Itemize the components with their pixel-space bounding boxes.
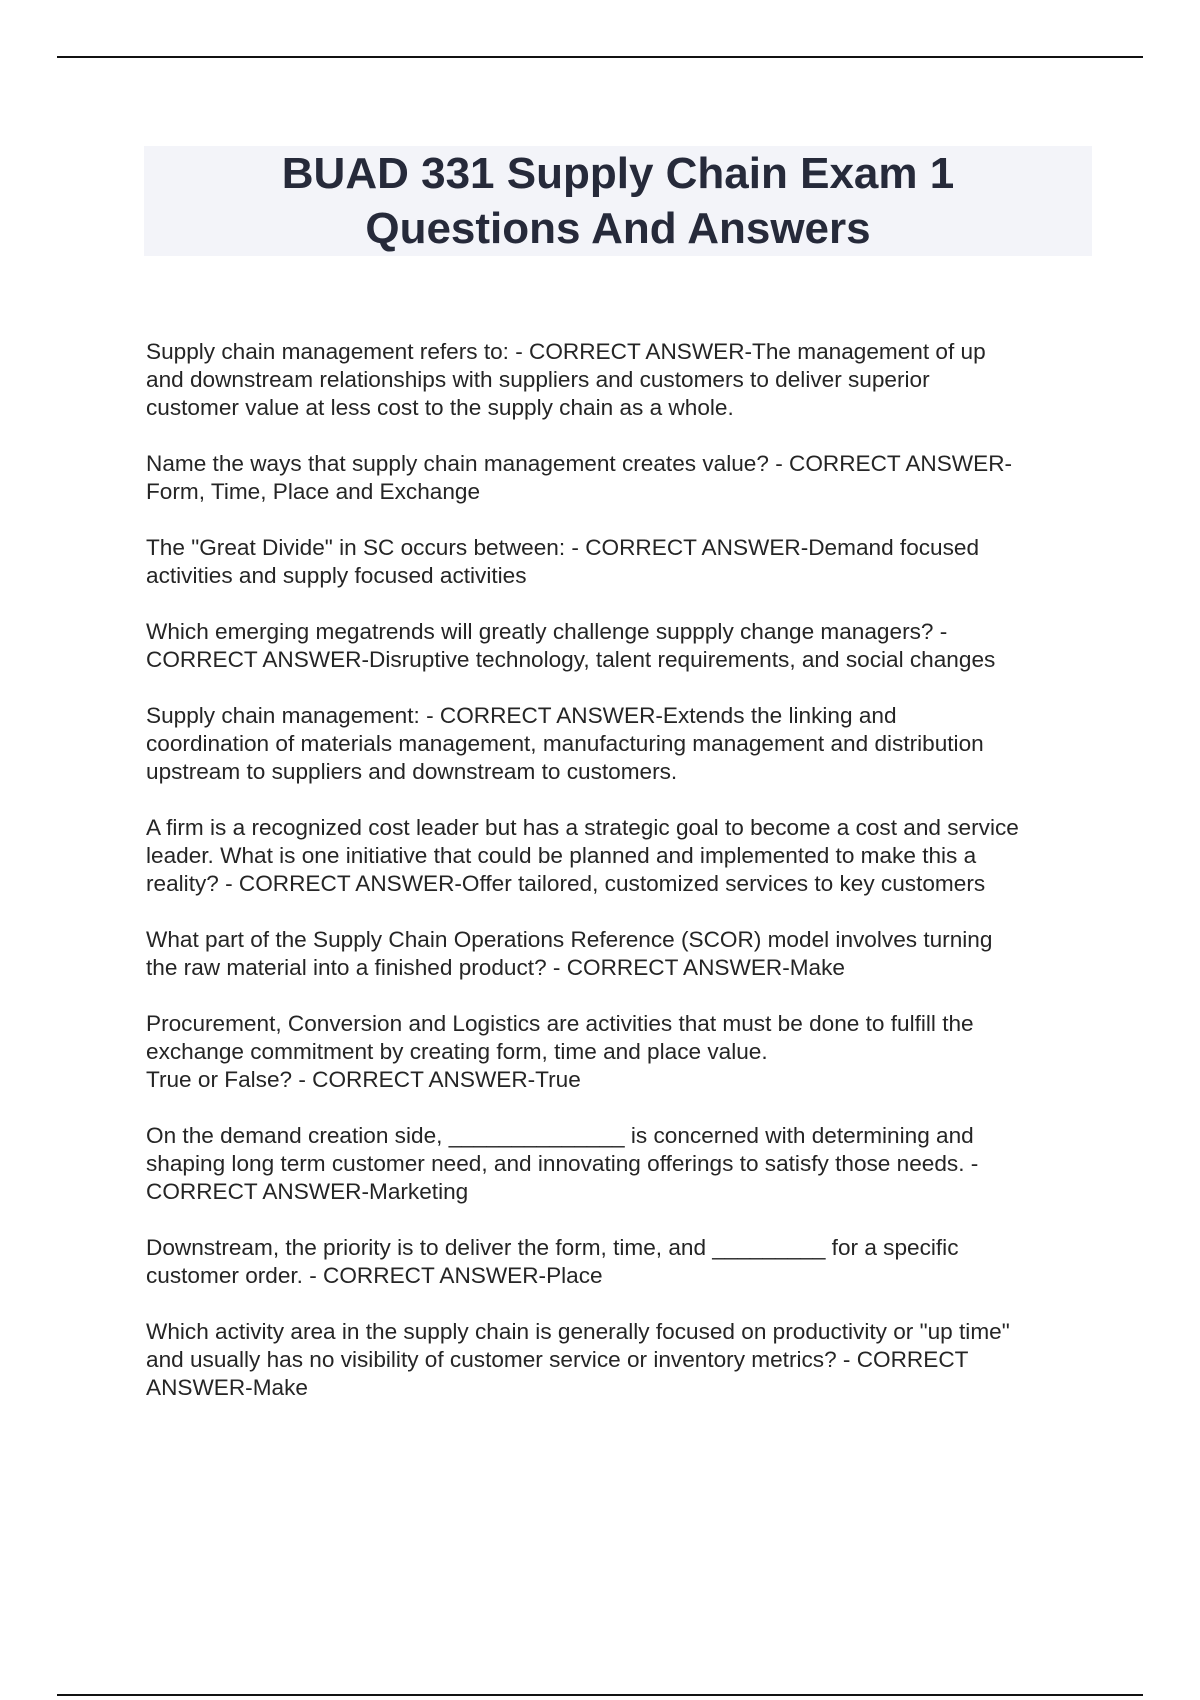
title-line-2: Questions And Answers xyxy=(365,204,871,253)
document-title xyxy=(282,146,954,256)
qa-item-6: A firm is a recognized cost leader but has a strategic goal to become a cost and service leader. What is one initiative that could be planned and implemented to make this a reality? - CORRECT ANSWER-Offer tailored, customized services to key customers xyxy=(146,815,1019,896)
qa-item-7: What part of the Supply Chain Operations Reference (SCOR) model involves turning the raw material into a finished product? - CORRECT ANSWER-Make xyxy=(146,927,993,980)
top-divider xyxy=(57,56,1143,58)
qa-item-8: Procurement, Conversion and Logistics are activities that must be done to fulfill the exchange commitment by creating form, time and place value. True or False? - CORRECT ANSWER-True xyxy=(146,1011,974,1092)
title-line-1: BUAD 331 Supply Chain Exam 1 xyxy=(281,149,955,198)
qa-list xyxy=(146,338,1086,1430)
title-banner xyxy=(144,146,1092,256)
qa-item-11: Which activity area in the supply chain is generally focused on productivity or "up time" and usually has no visibility of customer service or inventory metrics? - CORRECT ANSWER-Make xyxy=(146,1319,1010,1400)
qa-item-1: Supply chain management refers to: - CORRECT ANSWER-The management of up and downstream relationships with suppliers and customers to deliver superior customer value at less cost to the supply chain as a whole. xyxy=(146,339,986,420)
qa-item-2: Name the ways that supply chain management creates value? - CORRECT ANSWER- Form, Time, Place and Exchange xyxy=(146,451,1013,504)
qa-item-9: On the demand creation side, ______________ is concerned with determining and shaping long term customer need, and innovating offerings to satisfy those needs. - CORRECT ANSWER-Marketing xyxy=(146,1123,979,1204)
bottom-divider xyxy=(57,1694,1143,1696)
qa-item-10: Downstream, the priority is to deliver the form, time, and _________ for a specific customer order. - CORRECT ANSWER-Place xyxy=(146,1235,959,1288)
qa-item-3: The "Great Divide" in SC occurs between: - CORRECT ANSWER-Demand focused activities and supply focused activities xyxy=(146,535,980,588)
qa-item-5: Supply chain management: - CORRECT ANSWER-Extends the linking and coordination of materials management, manufacturing management and distribution upstream to suppliers and downstream to customers. xyxy=(146,703,984,784)
qa-item-4: Which emerging megatrends will greatly challenge suppply change managers? - CORRECT ANSWER-Disruptive technology, talent requirements, and social changes xyxy=(146,619,996,672)
